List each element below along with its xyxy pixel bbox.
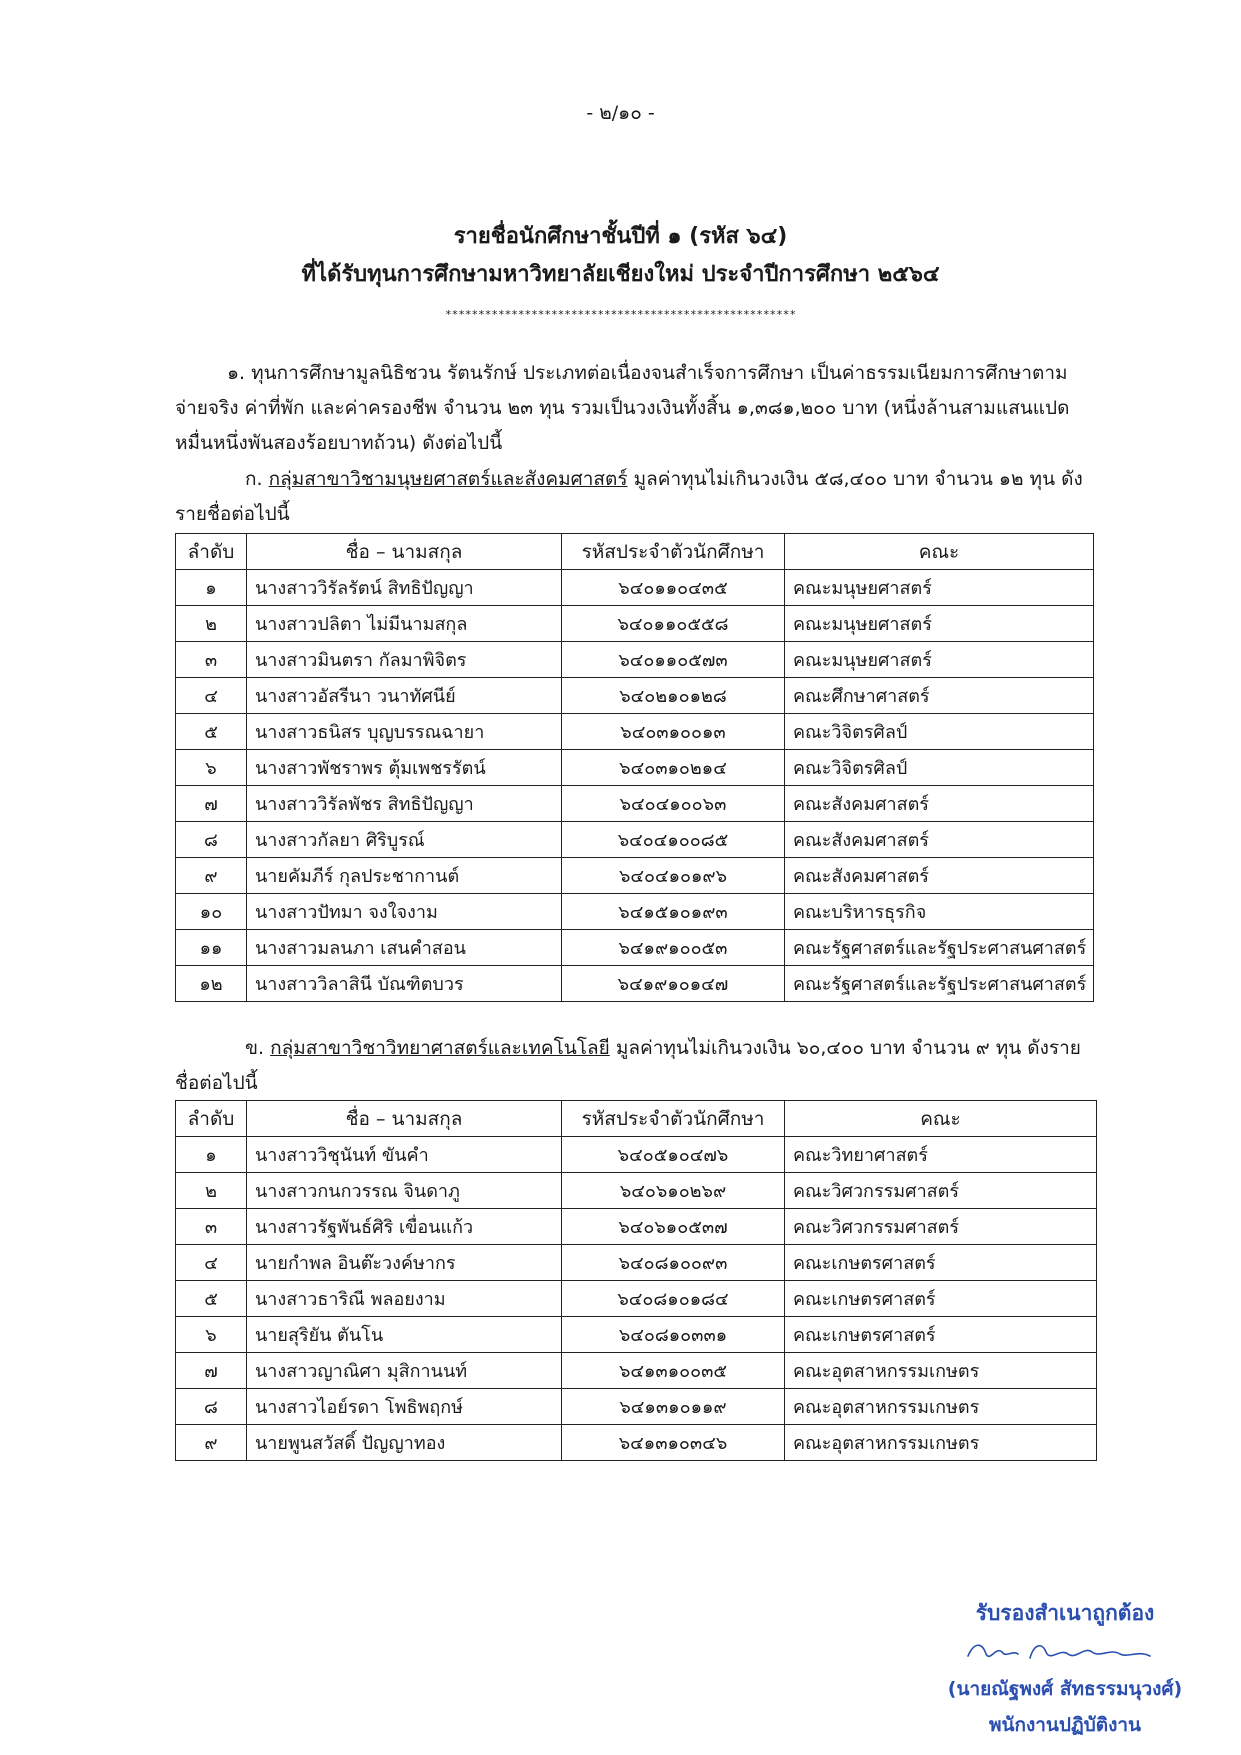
faculty-name: คณะบริหารธุรกิจ [785, 894, 1094, 930]
certifier-name: (นายณัฐพงศ์ สัทธรรมนุวงศ์) [947, 1678, 1183, 1700]
intro-text: ๑. ทุนการศึกษามูลนิธิชวน รัตนรักษ์ ประเภทต่อเนื่องจนสำเร็จการศึกษา เป็นค่าธรรมเนียมการศึกษาตามจ่ายจริง ค่าที่พัก และค่าครองชีพ จำนวน ๒๓ ทุน รวมเป็นวงเงินทั้งสิ้น ๑,๓๘๑,๒๐๐ บาท (หนึ่งล้านสามแสนแปดหมื่นหนึ่งพันสองร้อยบาทถ้วน) ดังต่อไปนี้ [175, 362, 1070, 454]
student-name: นางสาวพัชราพร ตุ้มเพชรรัตน์ [247, 750, 562, 786]
faculty-name: คณะอุตสาหกรรมเกษตร [785, 1389, 1097, 1425]
faculty-name: คณะอุตสาหกรรมเกษตร [785, 1425, 1097, 1461]
student-id: ๖๔๐๑๑๐๔๓๕ [562, 570, 785, 606]
faculty-name: คณะอุตสาหกรรมเกษตร [785, 1353, 1097, 1389]
table-row [176, 750, 1094, 786]
row-number: ๓ [176, 642, 247, 678]
row-number: ๙ [176, 1425, 247, 1461]
student-id: ๖๔๐๓๑๐๐๑๓ [562, 714, 785, 750]
group-a-prefix: ก. [245, 468, 263, 490]
table-row [176, 1317, 1097, 1353]
faculty-name: คณะรัฐศาสตร์และรัฐประศาสนศาสตร์ [785, 966, 1094, 1002]
certification-title: รับรองสำเนาถูกต้อง [975, 1601, 1155, 1625]
table-row [176, 678, 1094, 714]
table-row [176, 1209, 1097, 1245]
group-b-suffix: มูลค่าทุนไม่เกินวงเงิน ๖๐,๔๐๐ บาท จำนวน ๙ ทุน ดังรายชื่อต่อไปนี้ [175, 1037, 1081, 1094]
student-name: นายสุริยัน ตันโน [247, 1317, 562, 1353]
row-number: ๖ [176, 1317, 247, 1353]
student-id: ๖๔๑๓๑๐๓๔๖ [562, 1425, 785, 1461]
table-header-row [176, 1101, 1097, 1137]
header-student-id: รหัสประจำตัวนักศึกษา [562, 534, 785, 570]
student-name: นางสาวญาณิศา มุสิกานนท์ [247, 1353, 562, 1389]
student-id: ๖๔๐๔๑๐๑๙๖ [562, 858, 785, 894]
table-row [176, 570, 1094, 606]
student-name: นางสาววิลาสินี บัณฑิตบวร [247, 966, 562, 1002]
header-no: ลำดับ [176, 1101, 247, 1137]
certifier-position: พนักงานปฏิบัติงาน [988, 1714, 1142, 1736]
student-id: ๖๔๑๓๑๐๑๑๙ [562, 1389, 785, 1425]
student-id: ๖๔๑๓๑๐๐๓๕ [562, 1353, 785, 1389]
faculty-name: คณะวิศวกรรมศาสตร์ [785, 1209, 1097, 1245]
row-number: ๑๑ [176, 930, 247, 966]
table-row [176, 642, 1094, 678]
student-name: นายกำพล อินต๊ะวงค์ษากร [247, 1245, 562, 1281]
row-number: ๕ [176, 1281, 247, 1317]
student-name: นางสาวธาริณี พลอยงาม [247, 1281, 562, 1317]
row-number: ๙ [176, 858, 247, 894]
asterisk-separator: ***************************************************** [445, 308, 796, 321]
row-number: ๕ [176, 714, 247, 750]
document-title-line2: ที่ได้รับทุนการศึกษามหาวิทยาลัยเชียงใหม่ ประจำปีการศึกษา ๒๕๖๔ [301, 262, 940, 287]
table-row [176, 858, 1094, 894]
student-name: นายพูนสวัสดิ์ ปัญญาทอง [247, 1425, 562, 1461]
faculty-name: คณะเกษตรศาสตร์ [785, 1317, 1097, 1353]
student-id: ๖๔๐๘๑๐๐๙๓ [562, 1245, 785, 1281]
student-id: ๖๔๐๔๑๐๐๖๓ [562, 786, 785, 822]
student-id: ๖๔๐๑๑๐๕๗๓ [562, 642, 785, 678]
table-row [176, 1173, 1097, 1209]
table-header-row [176, 534, 1094, 570]
student-name: นางสาวรัฐพันธ์ศิริ เขื่อนแก้ว [247, 1209, 562, 1245]
row-number: ๘ [176, 1389, 247, 1425]
faculty-name: คณะเกษตรศาสตร์ [785, 1281, 1097, 1317]
faculty-name: คณะศึกษาศาสตร์ [785, 678, 1094, 714]
group-b-prefix: ข. [245, 1037, 265, 1059]
faculty-name: คณะสังคมศาสตร์ [785, 786, 1094, 822]
table-row [176, 606, 1094, 642]
table-row [176, 714, 1094, 750]
faculty-name: คณะสังคมศาสตร์ [785, 822, 1094, 858]
header-no: ลำดับ [176, 534, 247, 570]
table-row [176, 1281, 1097, 1317]
student-id: ๖๔๐๓๑๐๒๑๔ [562, 750, 785, 786]
row-number: ๒ [176, 606, 247, 642]
student-name: นางสาววิรัลพัชร สิทธิปัญญา [247, 786, 562, 822]
faculty-name: คณะมนุษยศาสตร์ [785, 642, 1094, 678]
student-name: นางสาวไอย์รดา โพธิพฤกษ์ [247, 1389, 562, 1425]
faculty-name: คณะวิทยาศาสตร์ [785, 1137, 1097, 1173]
student-id: ๖๔๐๖๑๐๕๓๗ [562, 1209, 785, 1245]
header-faculty: คณะ [785, 1101, 1097, 1137]
row-number: ๑๐ [176, 894, 247, 930]
student-id: ๖๔๐๘๑๐๓๓๑ [562, 1317, 785, 1353]
header-name: ชื่อ – นามสกุล [247, 534, 562, 570]
group-b-heading [175, 1031, 1090, 1101]
student-id: ๖๔๑๙๑๐๐๕๓ [562, 930, 785, 966]
row-number: ๔ [176, 678, 247, 714]
faculty-name: คณะสังคมศาสตร์ [785, 858, 1094, 894]
table-row [176, 1389, 1097, 1425]
faculty-name: คณะมนุษยศาสตร์ [785, 606, 1094, 642]
faculty-name: คณะมนุษยศาสตร์ [785, 570, 1094, 606]
student-id: ๖๔๑๕๑๐๑๙๓ [562, 894, 785, 930]
faculty-name: คณะวิจิตรศิลป์ [785, 714, 1094, 750]
header-student-id: รหัสประจำตัวนักศึกษา [562, 1101, 785, 1137]
row-number: ๒ [176, 1173, 247, 1209]
table-row [176, 822, 1094, 858]
group-a-name: กลุ่มสาขาวิชามนุษยศาสตร์และสังคมศาสตร์ [268, 468, 628, 490]
group-a-heading [175, 462, 1090, 532]
row-number: ๑ [176, 570, 247, 606]
intro-paragraph [175, 356, 1090, 461]
table-row [176, 966, 1094, 1002]
faculty-name: คณะรัฐศาสตร์และรัฐประศาสนศาสตร์ [785, 930, 1094, 966]
student-id: ๖๔๐๑๑๐๕๕๘ [562, 606, 785, 642]
scholarship-table-group-b [175, 1100, 1097, 1461]
row-number: ๘ [176, 822, 247, 858]
header-name: ชื่อ – นามสกุล [247, 1101, 562, 1137]
handwritten-signature [960, 1632, 1160, 1668]
table-row [176, 786, 1094, 822]
row-number: ๗ [176, 1353, 247, 1389]
scholarship-table-group-a [175, 533, 1094, 1002]
table-row [176, 1245, 1097, 1281]
table-row [176, 1425, 1097, 1461]
student-id: ๖๔๐๕๑๐๔๗๖ [562, 1137, 785, 1173]
table-row [176, 1353, 1097, 1389]
student-name: นางสาวปัทมา จงใจงาม [247, 894, 562, 930]
student-name: นางสาววิชุนันท์ ขันคำ [247, 1137, 562, 1173]
row-number: ๖ [176, 750, 247, 786]
student-name: นางสาวธนิสร บุญบรรณฉายา [247, 714, 562, 750]
student-id: ๖๔๐๒๑๐๑๒๘ [562, 678, 785, 714]
row-number: ๗ [176, 786, 247, 822]
student-name: นางสาวปลิตา ไม่มีนามสกุล [247, 606, 562, 642]
student-name: นายคัมภีร์ กุลประชากานต์ [247, 858, 562, 894]
faculty-name: คณะเกษตรศาสตร์ [785, 1245, 1097, 1281]
faculty-name: คณะวิจิตรศิลป์ [785, 750, 1094, 786]
student-id: ๖๔๐๔๑๐๐๘๕ [562, 822, 785, 858]
group-b-name: กลุ่มสาขาวิชาวิทยาศาสตร์และเทคโนโลยี [270, 1037, 610, 1059]
student-id: ๖๔๐๖๑๐๒๖๙ [562, 1173, 785, 1209]
header-faculty: คณะ [785, 534, 1094, 570]
row-number: ๔ [176, 1245, 247, 1281]
student-id: ๖๔๑๙๑๐๑๔๗ [562, 966, 785, 1002]
table-row [176, 894, 1094, 930]
table-row [176, 1137, 1097, 1173]
row-number: ๓ [176, 1209, 247, 1245]
group-a-suffix: มูลค่าทุนไม่เกินวงเงิน ๕๘,๔๐๐ บาท จำนวน ๑๒ ทุน ดังรายชื่อต่อไปนี้ [175, 468, 1083, 525]
document-title-line1: รายชื่อนักศึกษาชั้นปีที่ ๑ (รหัส ๖๔) [453, 224, 788, 249]
student-name: นางสาวกนกวรรณ จินดาภู [247, 1173, 562, 1209]
student-name: นางสาวมลนภา เสนคำสอน [247, 930, 562, 966]
page-number: - ๒/๑๐ - [586, 102, 655, 124]
faculty-name: คณะวิศวกรรมศาสตร์ [785, 1173, 1097, 1209]
student-name: นางสาววิรัลรัตน์ สิทธิปัญญา [247, 570, 562, 606]
row-number: ๑๒ [176, 966, 247, 1002]
student-name: นางสาวอัสรีนา วนาทัศนีย์ [247, 678, 562, 714]
row-number: ๑ [176, 1137, 247, 1173]
student-id: ๖๔๐๘๑๐๑๘๔ [562, 1281, 785, 1317]
table-row [176, 930, 1094, 966]
student-name: นางสาวกัลยา ศิริบูรณ์ [247, 822, 562, 858]
student-name: นางสาวมินตรา กัลมาพิจิตร [247, 642, 562, 678]
